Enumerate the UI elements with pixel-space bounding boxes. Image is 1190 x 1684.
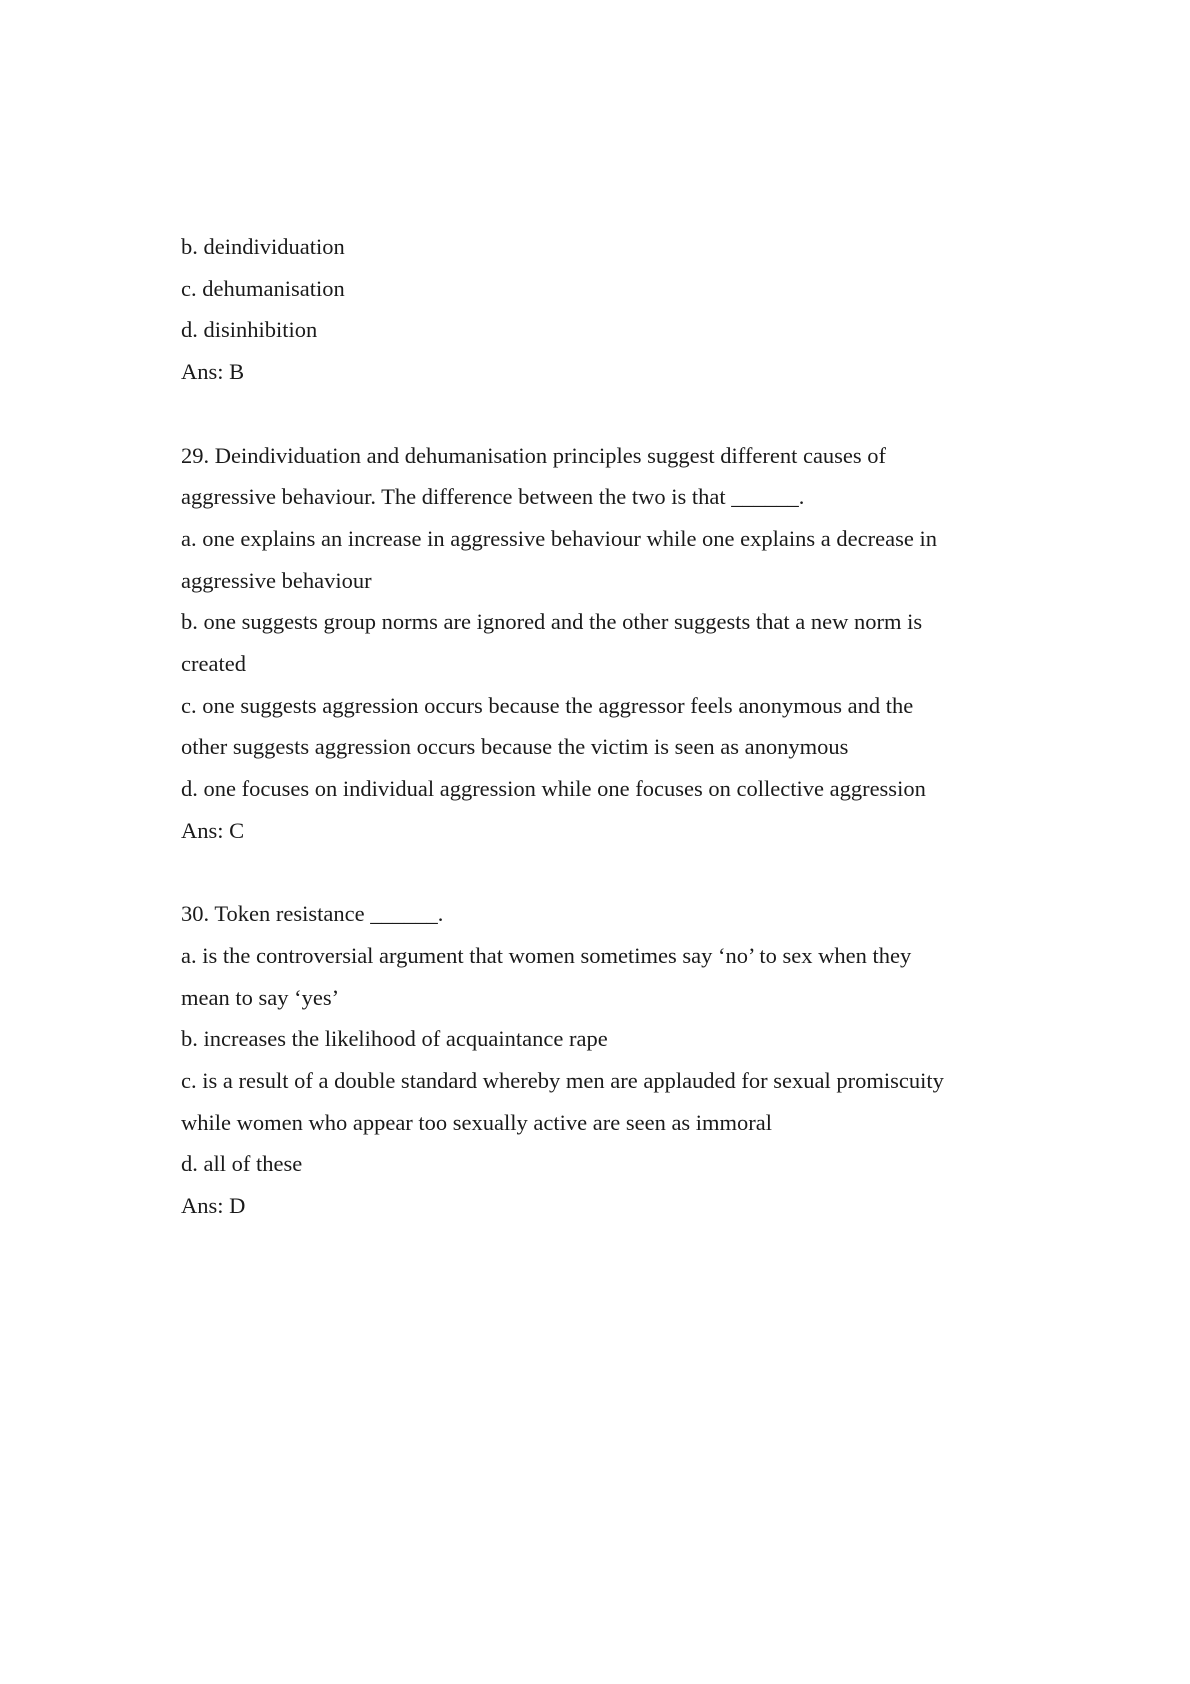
- option-b: b. deindividuation: [181, 234, 345, 259]
- question-29: [181, 435, 1041, 852]
- question-stem: 29. Deindividuation and dehumanisation principles suggest different causes of: [181, 442, 887, 468]
- option-d: d. all of these: [181, 1151, 303, 1177]
- option-a: mean to say ‘yes’: [181, 984, 340, 1010]
- option-a: a. one explains an increase in aggressive behaviour while one explains a decrease in: [181, 525, 937, 551]
- option-d: d. one focuses on individual aggression while one focuses on collective aggression: [181, 776, 926, 802]
- option-a: aggressive behaviour: [181, 567, 372, 593]
- answer: Ans: C: [181, 817, 245, 843]
- option-c: c. is a result of a double standard whereby men are applauded for sexual promiscuity: [181, 1068, 944, 1094]
- option-c: while women who appear too sexually active are seen as immoral: [181, 1109, 773, 1135]
- option-c: c. dehumanisation: [181, 275, 345, 301]
- option-c: other suggests aggression occurs because the victim is seen as anonymous: [181, 734, 849, 760]
- question-30: [181, 893, 1041, 1227]
- option-b: created: [181, 651, 246, 677]
- option-a: a. is the controversial argument that women sometimes say ‘no’ to sex when they: [181, 942, 912, 968]
- question-stem: 30. Token resistance ______.: [181, 901, 444, 927]
- option-b: b. one suggests group norms are ignored and the other suggests that a new norm is: [181, 609, 923, 635]
- spacer: [181, 852, 1041, 894]
- answer: Ans: B: [181, 359, 245, 385]
- question-stem: aggressive behaviour. The difference between the two is that ______.: [181, 484, 805, 510]
- option-b: b. increases the likelihood of acquaintance rape: [181, 1026, 608, 1052]
- option-c: c. one suggests aggression occurs because the aggressor feels anonymous and the: [181, 692, 914, 718]
- option-d: d. disinhibition: [181, 317, 318, 343]
- document-page: [181, 226, 1041, 1227]
- answer: Ans: D: [181, 1193, 246, 1219]
- spacer: [181, 393, 1041, 435]
- question-28-tail: [181, 226, 1041, 393]
